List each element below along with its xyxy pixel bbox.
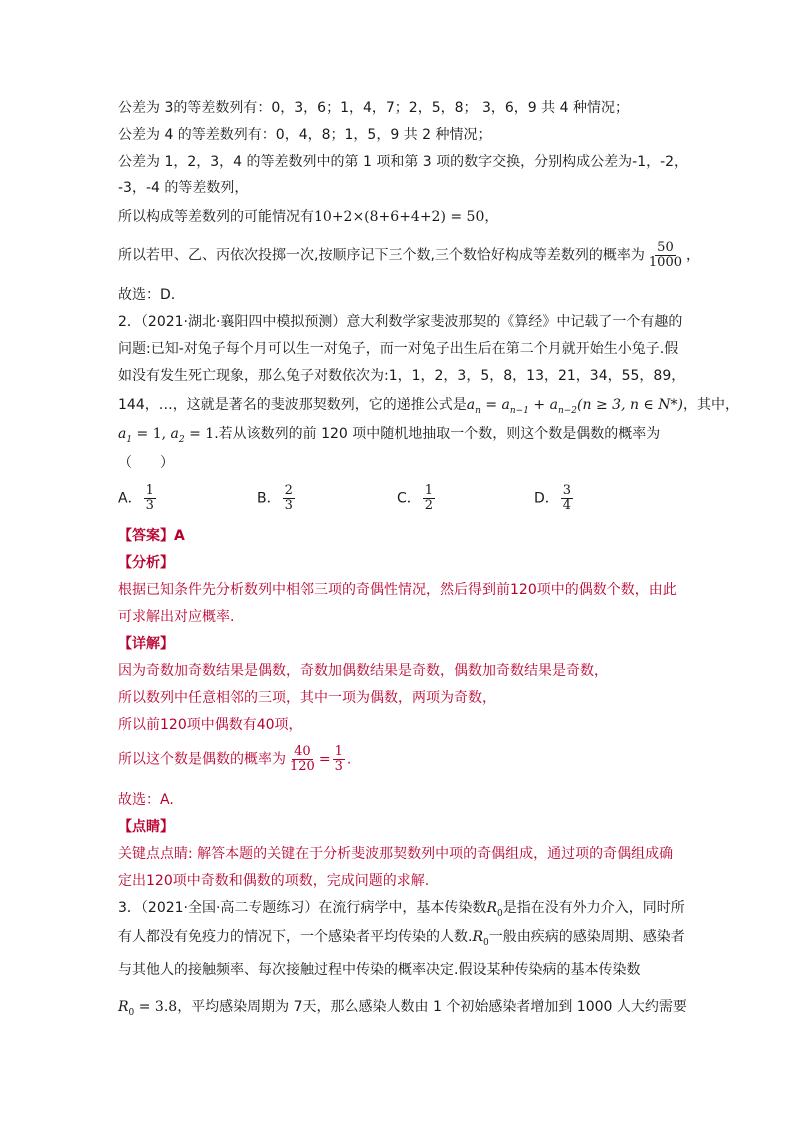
text-span: ， xyxy=(686,247,700,264)
math-operator: = xyxy=(318,751,331,768)
math-subscript: 0 xyxy=(483,937,489,948)
detail-text: 因为奇数加奇数结果是偶数，奇数加偶数结果是奇数，偶数加奇数结果是奇数， xyxy=(118,663,608,679)
fraction xyxy=(144,484,156,513)
fraction-denominator: 1000 xyxy=(648,255,682,270)
text-line: 问题:已知-对兔子每个月可以生一对兔子，而一对兔子出生后在第二个月就开始生小兔子.假 xyxy=(118,341,679,357)
option-label: D． xyxy=(534,490,559,507)
text-span: ，其中， xyxy=(682,397,739,413)
math-symbol: R xyxy=(472,929,483,945)
math-subscript: 1 xyxy=(126,434,133,445)
analysis-text: 根据已知条件先分析数列中相邻三项的奇偶性情况，然后得到前120项中的偶数个数，由此 xyxy=(118,582,677,598)
choose-text: 故选：A. xyxy=(118,792,174,808)
math-operator: = xyxy=(480,397,502,413)
text-span: 所以若甲、乙、丙依次投掷一次,按顺序记下三个数,三个数恰好构成等差数列的概率为 xyxy=(118,247,645,264)
question-2-stem: 2．（2021·湖北·襄阳四中模拟预测）意大利数学家斐波那契的《算经》中记载了一个有趣的 xyxy=(118,314,683,330)
text-line: 如没有发生死亡现象，那么兔子对数依次为:1，1，2，3，5，8，13，21，34，55，89， xyxy=(118,368,686,384)
text-span: 所以构成等差数列的可能情况有 xyxy=(118,209,314,225)
option-a[interactable] xyxy=(118,484,158,513)
fraction xyxy=(561,484,573,513)
fraction-denominator: 3 xyxy=(334,759,343,774)
fraction-denominator: 4 xyxy=(562,498,572,513)
text-line: -3，-4 的等差数列， xyxy=(118,180,249,196)
math-symbol: a xyxy=(170,426,179,442)
text-span: 3．（2021·全国·高二专题练习）在流行病学中，基本传染数 xyxy=(118,900,487,916)
math-value: = 3.8 xyxy=(134,999,178,1015)
math-subscript: 0 xyxy=(496,908,503,919)
detail-text: 所以前120项中偶数有40项， xyxy=(118,717,303,733)
recurrence-formula xyxy=(466,397,683,416)
math-subscript: 2 xyxy=(178,434,185,445)
fraction-numerator: 3 xyxy=(562,483,572,498)
comment-text: 关键点点睛: 解答本题的关键在于分析斐波那契数列中项的奇偶组成，通过项的奇偶组成确 xyxy=(118,846,674,862)
math-subscript: n xyxy=(475,405,481,416)
analysis-text: 可求解出对应概率. xyxy=(118,609,235,625)
math-subscript: 0 xyxy=(128,1007,135,1018)
fraction-numerator: 50 xyxy=(657,240,674,255)
text-line xyxy=(118,928,685,952)
text-line: 公差为 3的等差数列有：0，3，6；1，4，7；2，5，8； 3，6，9 共 4 种情况； xyxy=(118,100,629,116)
fraction xyxy=(283,484,295,513)
text-line: 公差为 4 的等差数列有：0，4，8；1，5，9 共 2 种情况； xyxy=(118,127,492,143)
detail-text: 所以数列中任意相邻的三项，其中一项为偶数，两项为奇数， xyxy=(118,690,496,706)
fraction-numerator: 40 xyxy=(294,744,311,759)
text-line: 故选：D. xyxy=(118,287,176,303)
fraction-denominator: 3 xyxy=(284,498,293,513)
text-line xyxy=(118,998,687,1022)
text-span: 一般由疾病的感染周期、感染者 xyxy=(488,929,685,945)
option-c[interactable] xyxy=(397,484,437,513)
fraction-numerator: 1 xyxy=(334,744,343,759)
math-value: = 1, xyxy=(132,426,171,442)
analysis-heading: 【分析】 xyxy=(118,555,174,571)
text-line xyxy=(118,396,739,420)
text-span: 有人都没有免疫力的情况下，一个感染者平均传染的人数. xyxy=(118,929,473,945)
math-symbol: R xyxy=(486,900,497,916)
comment-heading: 【点睛】 xyxy=(118,819,174,835)
text-span: . xyxy=(346,751,352,768)
initial-conditions xyxy=(118,426,215,445)
comment-text: 定出120项中奇数和偶数的项数，完成问题的求解. xyxy=(118,873,430,889)
option-d[interactable] xyxy=(534,484,575,513)
text-line xyxy=(118,425,660,449)
fraction xyxy=(333,745,345,774)
answer-heading: 【答案】A xyxy=(118,528,185,544)
fraction-numerator: 1 xyxy=(145,483,154,498)
text-span: ， xyxy=(484,209,499,225)
math-symbol: R xyxy=(118,999,129,1015)
detail-heading: 【详解】 xyxy=(118,636,174,652)
text-line: 公差为 1，2，3，4 的等差数列中的第 1 项和第 3 项的数字交换，分别构成公差为-1，-2， xyxy=(118,154,689,170)
fraction-numerator: 1 xyxy=(424,483,434,498)
text-span: 是指在没有外力介入，同时所 xyxy=(502,900,685,916)
text-span: ，平均感染周期为 7天，那么感染人数由 1 个初始感染者增加到 1000 人大约需要 xyxy=(177,999,687,1015)
math-expression: 10+2×(8+6+4+2) = 50 xyxy=(314,209,485,225)
text-span: .若从该数列的前 120 项中随机地抽取一个数，则这个数是偶数的概率为 xyxy=(214,426,661,442)
math-symbol: a xyxy=(118,426,127,442)
math-symbol: a xyxy=(501,397,510,413)
option-b[interactable] xyxy=(257,484,297,513)
question-3-stem xyxy=(118,899,685,923)
fraction xyxy=(647,241,684,270)
text-line xyxy=(118,241,700,270)
option-label: C． xyxy=(397,490,421,507)
fraction-denominator: 3 xyxy=(145,498,154,513)
text-span: 144，…，这就是著名的斐波那契数列，它的递推公式是 xyxy=(118,397,467,413)
fraction xyxy=(288,745,317,774)
fraction-denominator: 2 xyxy=(424,498,434,513)
fraction xyxy=(423,484,435,513)
detail-text xyxy=(118,745,351,774)
math-value: = 1 xyxy=(184,426,215,442)
math-symbol: a xyxy=(549,397,558,413)
math-subscript: n−1 xyxy=(509,405,529,416)
fraction-denominator: 120 xyxy=(290,759,315,774)
math-subscript: n−2 xyxy=(557,405,578,416)
math-operator: + xyxy=(528,397,550,413)
fraction-numerator: 2 xyxy=(284,483,293,498)
text-span: 所以这个数是偶数的概率为 xyxy=(118,751,286,768)
math-symbol: a xyxy=(466,397,476,413)
option-label: A． xyxy=(118,490,142,507)
answer-blank: （ ） xyxy=(118,455,174,471)
option-label: B． xyxy=(257,490,281,507)
text-line: 与其他人的接触频率、每次接触过程中传染的概率决定.假设某种传染病的基本传染数 xyxy=(118,962,641,978)
math-condition: (n ≥ 3, n ∈ N*) xyxy=(577,397,683,413)
options-row xyxy=(118,484,678,518)
text-line xyxy=(118,208,498,226)
